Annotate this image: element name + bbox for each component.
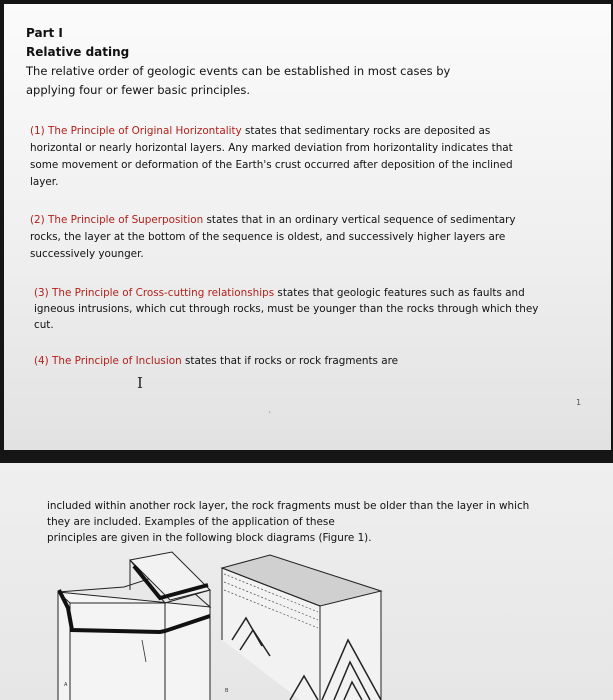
section-title: Relative dating: [26, 45, 130, 59]
principle-4-line-1: (4) The Principle of Inclusion states that if rocks or rock fragments are: [34, 355, 399, 367]
block-diagram-b: [222, 555, 381, 700]
principle-3-line-3: cut.: [34, 319, 54, 331]
part-title: Part I: [26, 26, 63, 40]
principle-1-line-3: some movement or deformation of the Earth's crust occurred after deposition of the inclined: [30, 159, 513, 171]
principle-3-name: (3) The Principle of Cross-cutting relationships: [34, 287, 275, 299]
principle-3-line-1: (3) The Principle of Cross-cutting relationships states that geologic features such as faults and: [34, 287, 525, 299]
label-b: B: [225, 688, 229, 694]
page-number: 1: [576, 398, 582, 407]
block-diagram-a: [58, 552, 210, 700]
page2-line-1: included within another rock layer, the rock fragments must be older than the layer in which: [47, 500, 530, 512]
principle-2-line-1: (2) The Principle of Superposition states that in an ordinary vertical sequence of sedimentary: [30, 214, 516, 226]
principle-2-line-2: rocks, the layer at the bottom of the sequence is oldest, and successively higher layers are: [30, 231, 506, 243]
principle-3-line-2: igneous intrusions, which cut through rocks, must be younger than the rocks through which they: [34, 303, 539, 315]
page2-line-2: they are included. Examples of the application of these: [47, 516, 335, 528]
intro-line-1: The relative order of geologic events can be established in most cases by: [26, 64, 451, 78]
principle-1-line-1: (1) The Principle of Original Horizontality states that sedimentary rocks are deposited as: [30, 125, 491, 137]
page2-line-3: principles are given in the following block diagrams (Figure 1).: [47, 532, 372, 544]
principle-2-name: (2) The Principle of Superposition: [30, 214, 204, 226]
pointer-mark-icon: ˎ: [268, 404, 272, 413]
principle-1-line-2: horizontal or nearly horizontal layers. Any marked deviation from horizontality indicates that: [30, 142, 513, 154]
label-a: A: [64, 682, 68, 688]
intro-line-2: applying four or fewer basic principles.: [26, 83, 251, 97]
principle-4-name: (4) The Principle of Inclusion: [34, 355, 182, 367]
principle-2-line-3: successively younger.: [30, 248, 144, 260]
text-cursor-icon: I: [137, 374, 143, 392]
principle-1-line-4: layer.: [30, 176, 59, 188]
principle-1-name: (1) The Principle of Original Horizontality: [30, 125, 242, 137]
